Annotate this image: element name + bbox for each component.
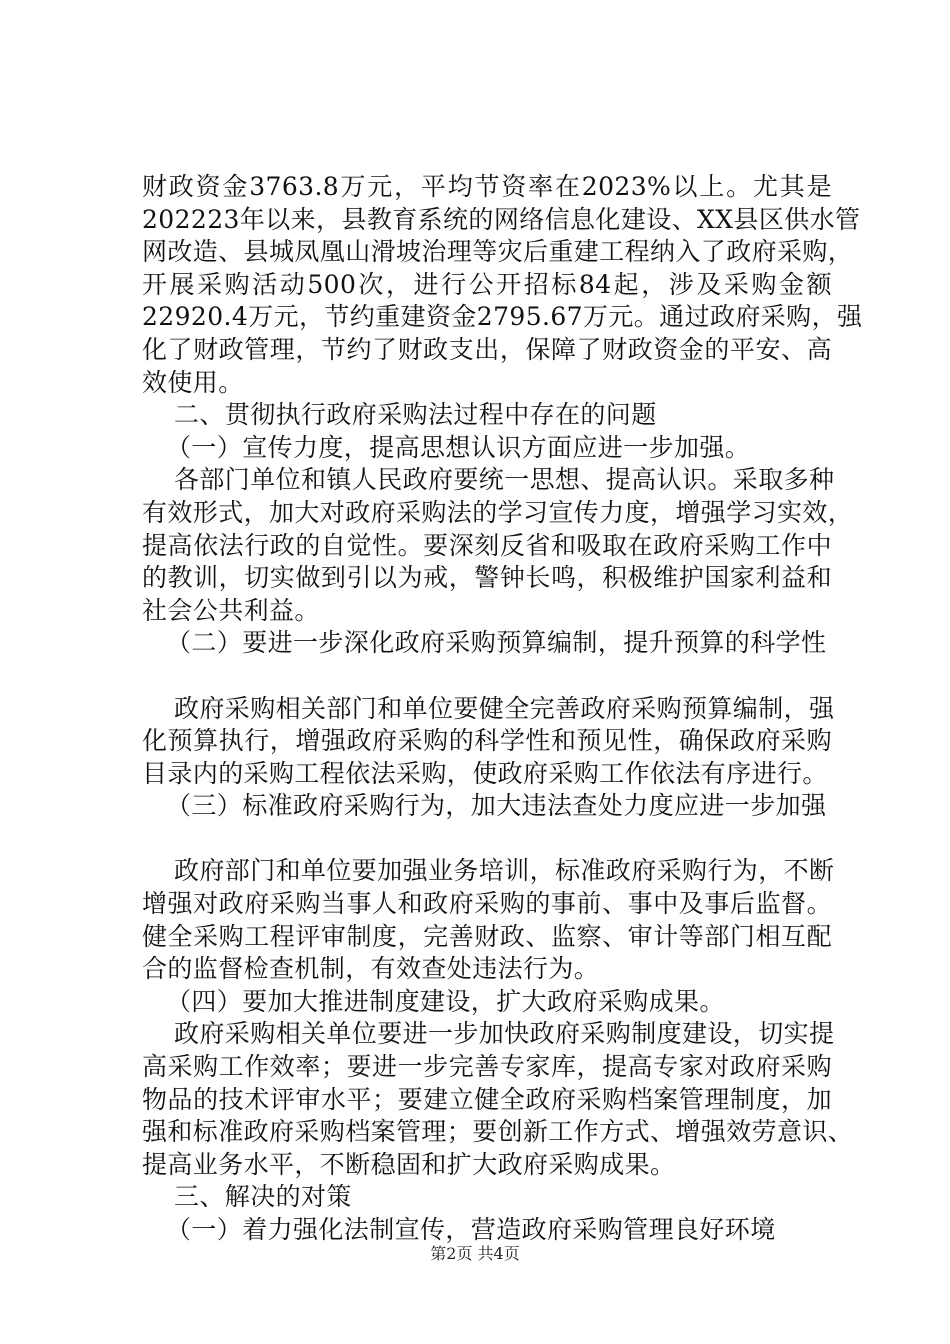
paragraph-line: 有效形式，加大对政府采购法的学习宣传力度，增强学习实效，: [142, 497, 854, 527]
paragraph-line: 高采购工作效率；要进一步完善专家库，提高专家对政府采购: [142, 1052, 832, 1082]
subsection-heading: （一）宣传力度，提高思想认识方面应进一步加强。: [166, 432, 751, 462]
paragraph-line: 目录内的采购工程依法采购，使政府采购工作依法有序进行。: [142, 758, 828, 788]
paragraph-line: 财政资金3763.8万元，平均节资率在2023%以上。尤其是: [142, 172, 832, 201]
paragraph-line: 网改造、县城凤凰山滑坡治理等灾后重建工程纳入了政府采购，: [142, 237, 854, 267]
paragraph-line: 22920.4万元，节约重建资金2795.67万元。通过政府采购，强: [142, 302, 863, 332]
paragraph-line: 增强对政府采购当事人和政府采购的事前、事中及事后监督。: [142, 889, 832, 919]
blank-line: [142, 660, 832, 693]
paragraph-line: 202223年以来，县教育系统的网络信息化建设、XX县区供水管: [142, 204, 861, 234]
subsection-heading: （四）要加大推进制度建设，扩大政府采购成果。: [166, 986, 725, 1016]
page-number: 第2页 共4页: [430, 1244, 520, 1263]
paragraph-line: 效使用。: [142, 367, 244, 397]
paragraph-line: 提高依法行政的自觉性。要深刻反省和吸取在政府采购工作中: [142, 530, 832, 560]
paragraph-line: 开展采购活动500次，进行公开招标84起，涉及采购金额: [142, 269, 832, 299]
paragraph-line: 强和标准政府采购档案管理；要创新工作方式、增强效劳意识、: [142, 1117, 854, 1147]
body-text: [142, 171, 863, 1247]
paragraph-line: 物品的技术评审水平；要建立健全政府采购档案管理制度，加: [142, 1084, 832, 1114]
paragraph-line: 政府采购相关单位要进一步加快政府采购制度建设，切实提: [174, 1019, 835, 1049]
paragraph-line: 政府采购相关部门和单位要健全完善政府采购预算编制，强: [174, 693, 835, 723]
paragraph-line: 合的监督检查机制，有效查处违法行为。: [142, 954, 600, 984]
subsection-heading: （一）着力强化法制宣传，营造政府采购管理良好环境: [166, 1215, 776, 1244]
paragraph-line: 化预算执行，增强政府采购的科学性和预见性，确保政府采购: [142, 726, 832, 756]
subsection-heading: （二）要进一步深化政府采购预算编制，提升预算的科学性: [166, 628, 827, 658]
subsection-heading: （三）标准政府采购行为，加大违法查处力度应进一步加强: [166, 791, 827, 821]
paragraph-line: 社会公共利益。: [142, 595, 320, 625]
section-heading: 二、贯彻执行政府采购法过程中存在的问题: [174, 400, 657, 430]
paragraph-line: 化了财政管理，节约了财政支出，保障了财政资金的平安、高: [142, 334, 832, 364]
paragraph-line: 政府部门和单位要加强业务培训，标准政府采购行为，不断: [174, 856, 835, 886]
paragraph-line: 提高业务水平，不断稳固和扩大政府采购成果。: [142, 1149, 676, 1179]
paragraph-line: 的教训，切实做到引以为戒，警钟长鸣，积极维护国家利益和: [142, 563, 832, 593]
paragraph-line: 各部门单位和镇人民政府要统一思想、提高认识。采取多种: [174, 465, 835, 495]
blank-line: [142, 823, 832, 856]
paragraph-line: 健全采购工程评审制度，完善财政、监察、审计等部门相互配: [142, 921, 832, 951]
section-heading: 三、解决的对策: [174, 1182, 352, 1212]
